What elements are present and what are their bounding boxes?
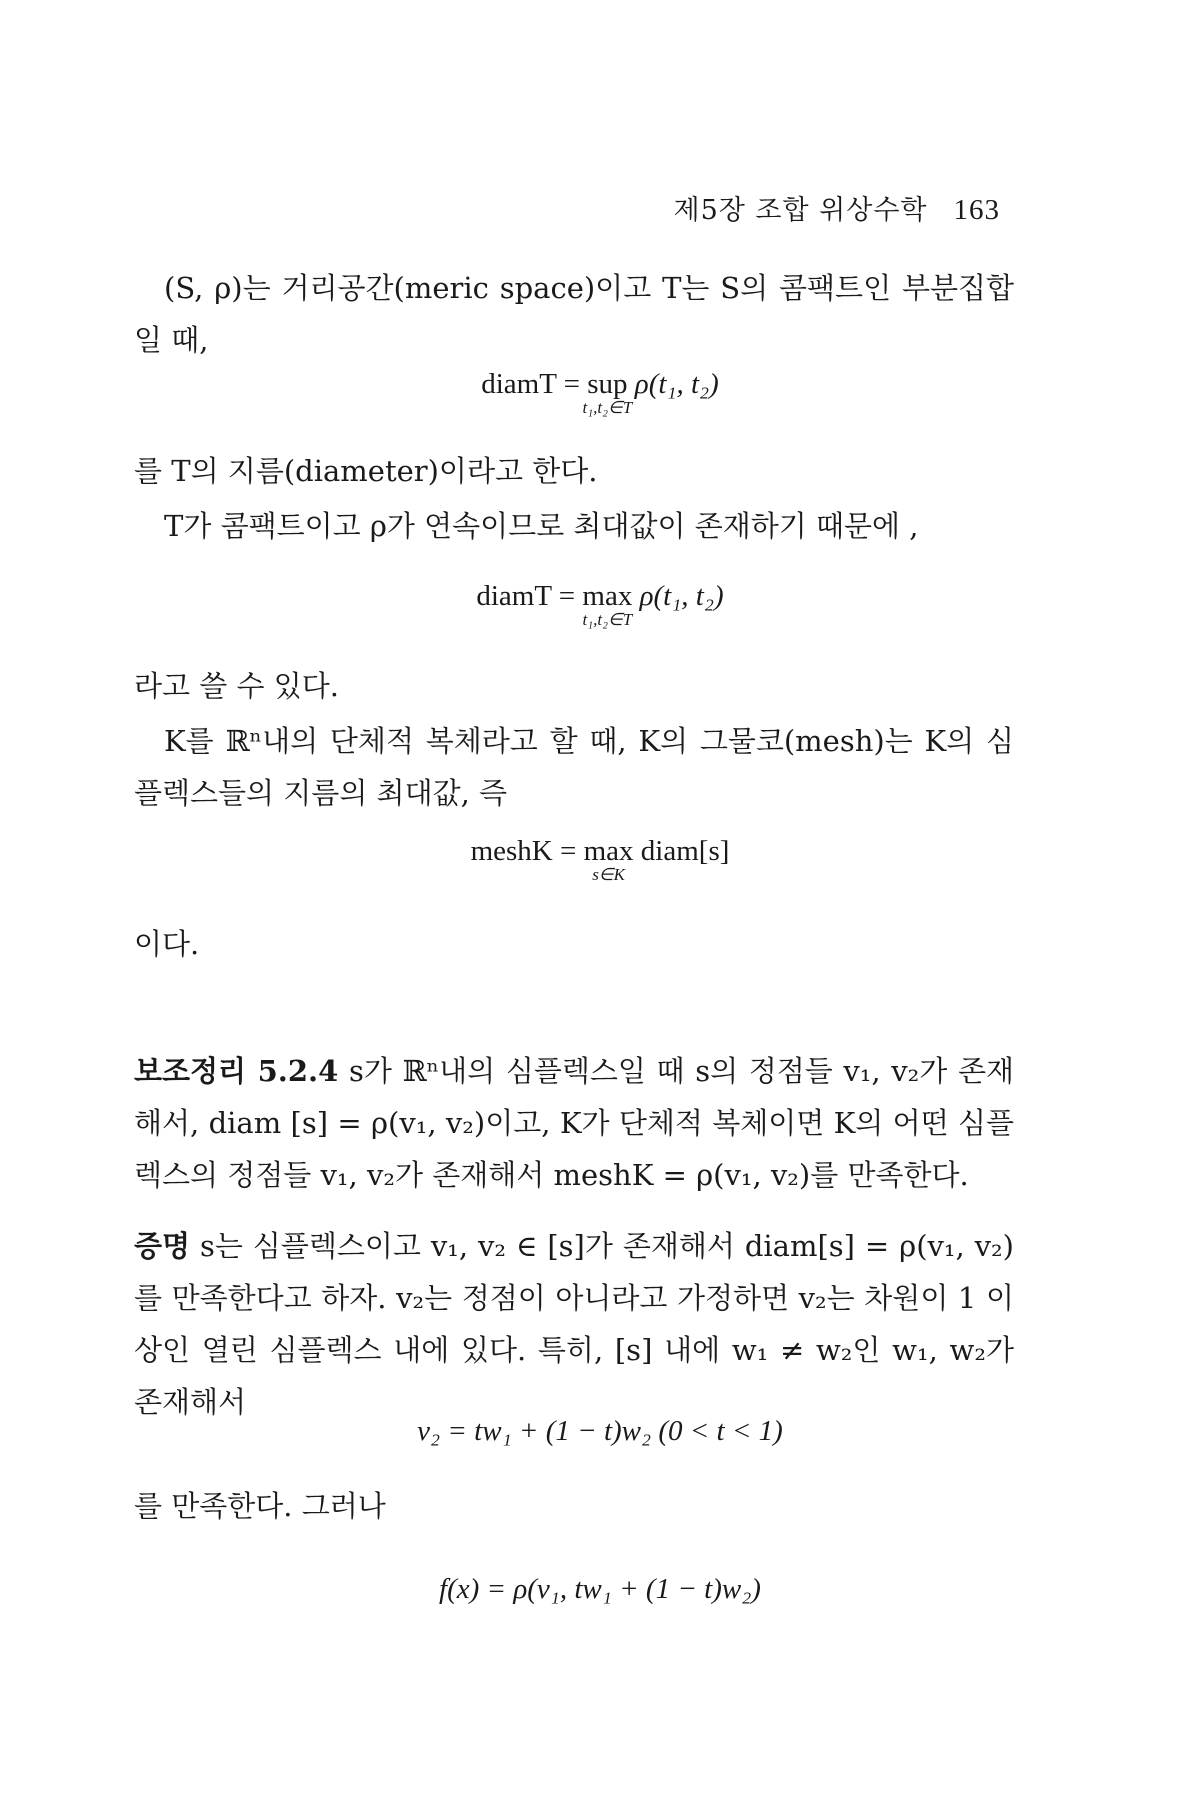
running-header xyxy=(674,188,1001,227)
operator-text: max xyxy=(583,835,634,867)
proof-text: s는 심플렉스이고 v₁, v₂ ∈ [s]가 존재해서 diam[s] = ρ(v₁, v₂)를 만족한다고 하자. v₂는 정점이 아니라고 가정하면 v₂는 차원이 1 이상인 열린 심플렉스 내에 있다. 특히, [s] 내에 w₁ ≠ w₂인 w₁, w₂가 존재해서 xyxy=(134,1229,1014,1419)
operator-text: max xyxy=(582,580,633,612)
equation-lhs: diamT = xyxy=(481,368,580,400)
paragraph-metric-space: (S, ρ)는 거리공간(meric space)이고 T는 S의 콤팩트인 부분집합 일 때, xyxy=(134,271,1014,357)
page-number: 163 xyxy=(953,194,1000,226)
lemma-text: s가 ℝⁿ내의 심플렉스일 때 s의 정점들 v₁, v₂가 존재해서, diam [s] = ρ(v₁, v₂)이고, K가 단체적 복체이면 K의 어떤 심플렉스의 정점들 v₁, v₂가 존재해서 meshK = ρ(v₁, v₂)를 만족한다. xyxy=(134,1054,1014,1192)
proof-block xyxy=(134,1220,1014,1428)
paragraph-is: 이다. xyxy=(134,927,200,961)
paragraph-diameter-def: 를 T의 지름(diameter)이라고 한다. xyxy=(134,454,598,488)
operator-subscript: s∈K xyxy=(592,865,625,884)
paragraph-can-write: 라고 쓸 수 있다. xyxy=(134,669,339,703)
max-operator xyxy=(582,580,632,635)
equation-lhs: diamT = xyxy=(476,580,576,612)
paragraph-compact: T가 콤팩트이고 ρ가 연속이므로 최대값이 존재하기 때문에 , xyxy=(164,509,919,543)
proof-label: 증명 xyxy=(134,1229,191,1263)
equation-lhs: meshK = xyxy=(470,835,577,867)
equation-rhs: diam[s] xyxy=(640,835,730,867)
operator-subscript: t₁,t₂∈T xyxy=(582,398,633,417)
paragraph-mesh-def: K를 ℝⁿ내의 단체적 복체라고 할 때, K의 그물코(mesh)는 K의 심플렉스들의 지름의 최대값, 즉 xyxy=(134,724,1014,810)
equation-mesh xyxy=(0,835,1200,890)
equation-fx: f(x) = ρ(v₁, tw₁ + (1 − t)w₂) xyxy=(439,1573,761,1605)
lemma-label: 보조정리 5.2.4 xyxy=(134,1054,339,1088)
equation-diameter-max xyxy=(0,580,1200,635)
lemma-block xyxy=(134,1045,1014,1201)
paragraph-however: 를 만족한다. 그러나 xyxy=(134,1489,386,1523)
equation-diameter-sup xyxy=(0,368,1200,423)
equation-v2: v₂ = tw₁ + (1 − t)w₂ (0 < t < 1) xyxy=(417,1415,783,1447)
max-operator xyxy=(584,835,634,890)
sup-operator xyxy=(582,368,633,423)
operator-subscript: t₁,t₂∈T xyxy=(582,610,633,629)
operator-text: sup xyxy=(587,368,628,400)
chapter-title: 제5장 조합 위상수학 xyxy=(673,195,928,226)
equation-rhs: ρ(t₁, t₂) xyxy=(634,368,719,400)
equation-rhs: ρ(t₁, t₂) xyxy=(639,580,724,612)
